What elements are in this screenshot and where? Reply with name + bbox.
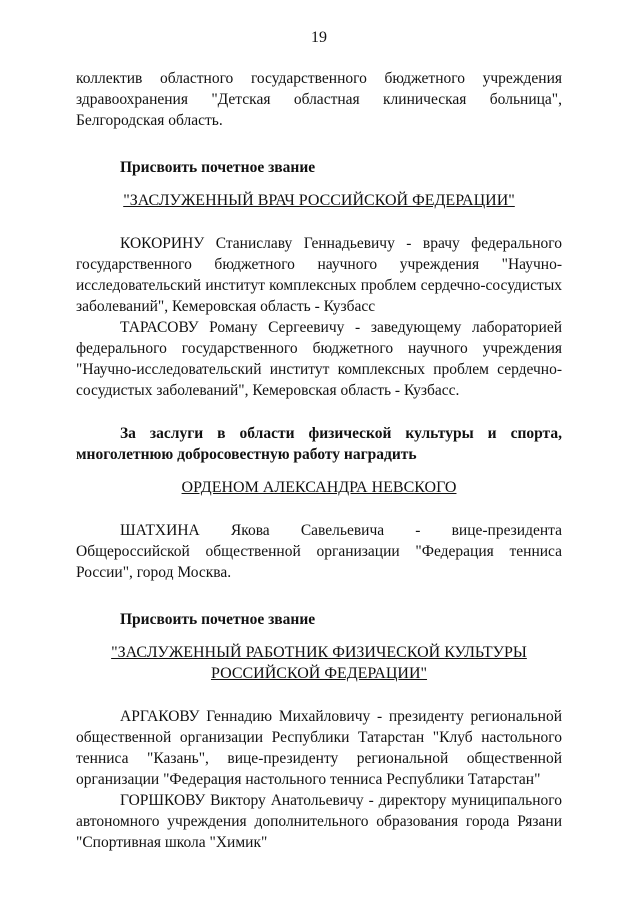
section1-award-title: "ЗАСЛУЖЕННЫЙ ВРАЧ РОССИЙСКОЙ ФЕДЕРАЦИИ" — [123, 192, 515, 209]
section2-intro: За заслуги в области физической культуры и спорта, многолетнюю добросовестную работу наградить — [76, 425, 562, 463]
award-recipient: АРГАКОВУ Геннадию Михайловичу - президенту региональной общественной организации Республики Татарстан "Клуб настольного тенниса "Казань", вице-президенту региональной общественной организации "Федерация настольного тенниса Республики Татарстан" — [76, 708, 562, 788]
section2-award-title: ОРДЕНОМ АЛЕКСАНДРА НЕВСКОГО — [181, 479, 457, 496]
award-recipient: ШАТХИНА Якова Савельевича - вице-президента Общероссийской общественной организации "Федерация тенниса России", город Москва. — [76, 522, 562, 581]
section3-award-title-line1: "ЗАСЛУЖЕННЫЙ РАБОТНИК ФИЗИЧЕСКОЙ КУЛЬТУРЫ — [111, 644, 527, 661]
award-recipient: КОКОРИНУ Станиславу Геннадьевичу - врачу федерального государственного бюджетного научного учреждения "Научно-исследовательский институт комплексных проблем сердечно-сосудистых заболеваний", Кемеровская область - Кузбасс — [76, 235, 562, 315]
award-recipient: ГОРШКОВУ Виктору Анатольевичу - директору муниципального автономного учреждения дополнительного образования города Рязани "Спортивная школа "Химик" — [76, 792, 562, 851]
document-page — [76, 28, 562, 853]
award-recipient: ТАРАСОВУ Роману Сергеевичу - заведующему лабораторией федерального государственного бюджетного научного учреждения "Научно-исследовательский институт комплексных проблем сердечно-сосудистых заболеваний", Кемеровская область - Кузбасс. — [76, 319, 562, 399]
section3-heading: Присвоить почетное звание — [120, 611, 316, 628]
intro-paragraph: коллектив областного государственного бюджетного учреждения здравоохранения "Детская областная клиническая больница", Белгородская область. — [76, 70, 562, 129]
page-number: 19 — [311, 29, 327, 46]
section3-award-title-line2: РОССИЙСКОЙ ФЕДЕРАЦИИ" — [210, 665, 428, 682]
section1-heading: Присвоить почетное звание — [120, 159, 316, 176]
